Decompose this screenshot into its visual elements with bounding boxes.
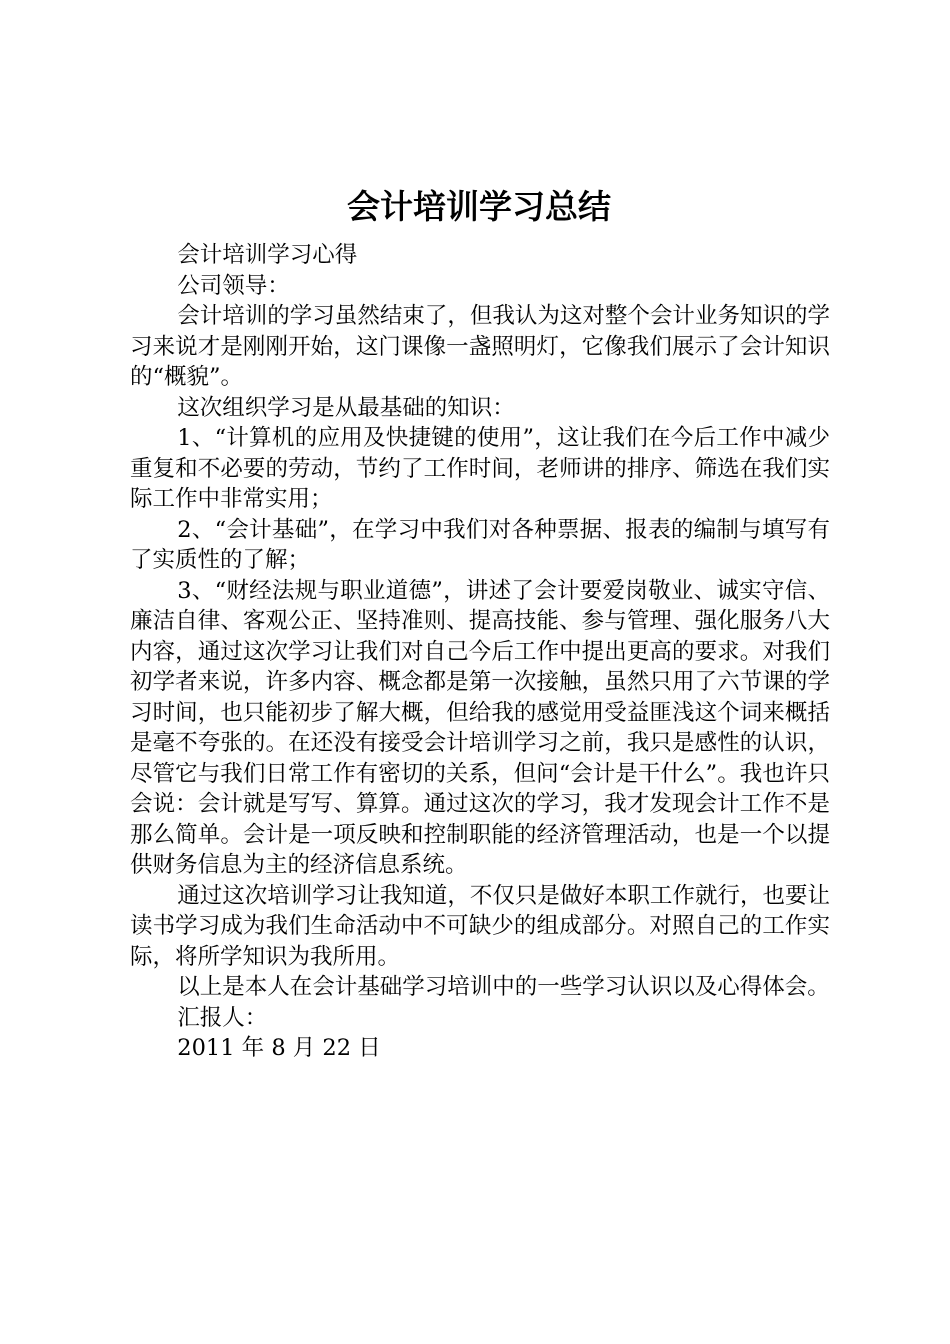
paragraph-salutation: 公司领导：: [177, 272, 290, 299]
paragraph-item-3: 3、“财经法规与职业道德”，讲述了会计要爱岗敬业、诚实守信、廉洁自律、客观公正、坚持准则、提高技能、参与管理、强化服务八大内容，通过这次学习让我们对自己今后工作中提出更高的要求。对我们初学者来说，许多内容、概念都是第一次接触，虽然只用了六节课的学习时间，也只能初步了解大概，但给我的感觉用受益匪浅这个词来概括是毫不夸张的。在还没有接受会计培训学习之前，我只是感性的认识，尽管它与我们日常工作有密切的关系，但问“会计是干什么”。我也许只会说：会计就是写写、算算。通过这次的学习，我才发现会计工作不是那么简单。会计是一项反映和控制职能的经济管理活动，也是一个以提供财务信息为主的经济信息系统。: [130, 577, 830, 878]
paragraph-reporter: 汇报人：: [177, 1004, 268, 1031]
paragraph-date: 2011 年 8 月 22 日: [177, 1035, 381, 1061]
document-body: [130, 240, 830, 1064]
paragraph-closing: 以上是本人在会计基础学习培训中的一些学习认识以及心得体会。: [177, 974, 830, 1000]
paragraph-course-list-intro: 这次组织学习是从最基础的知识：: [177, 394, 515, 421]
paragraph-item-2: 2、“会计基础”，在学习中我们对各种票据、报表的编制与填写有了实质性的了解；: [130, 516, 830, 573]
paragraph-intro: 会计培训的学习虽然结束了，但我认为这对整个会计业务知识的学习来说才是刚刚开始，这门课像一盏照明灯，它像我们展示了会计知识的“概貌”。: [130, 303, 830, 390]
paragraph-item-1: 1、“计算机的应用及快捷键的使用”，这让我们在今后工作中减少重复和不必要的劳动，节约了工作时间，老师讲的排序、筛选在我们实际工作中非常实用；: [130, 425, 830, 512]
paragraph-subtitle: 会计培训学习心得: [177, 242, 358, 268]
document-title: 会计培训学习总结: [347, 187, 611, 226]
paragraph-reflection: 通过这次培训学习让我知道，不仅只是做好本职工作就行，也要让读书学习成为我们生命活动中不可缺少的组成部分。对照自己的工作实际，将所学知识为我所用。: [130, 882, 830, 970]
